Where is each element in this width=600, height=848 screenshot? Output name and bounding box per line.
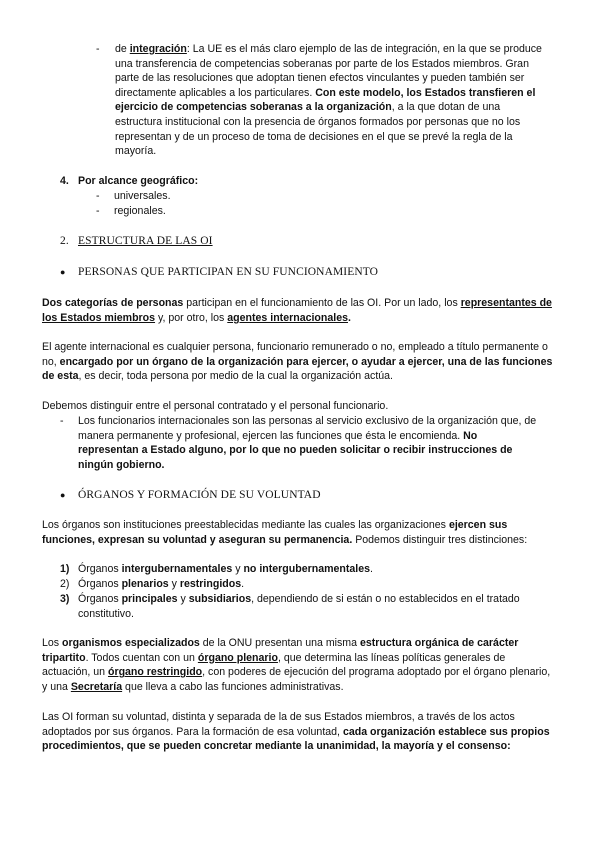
list-dash: -: [60, 415, 64, 427]
integration-text: de integración: La UE es el más claro ejemplo de las de integración, en la que se produce una transferencia de competencias soberanas por parte de los Estados miembros. Gran parte de las resoluciones que adoptan tienen efectos vinculantes y pueden también ser directamente aplicables a los particulares. Con este modelo, los Estados transfieren el ejercicio de competencias soberanas a la organización, a la que dotan de una estructura institucional con la presencia de órganos formados por personas que no los representan y de un proceso de toma de decisiones en el que se prevé la regla de la mayoría.: [115, 43, 542, 158]
integration-list-item: [96, 42, 546, 159]
section-4-item: - regionales.: [96, 205, 166, 217]
paragraph-personnel: Debemos distinguir entre el personal contratado y el personal funcionario.: [42, 400, 389, 412]
paragraph-categories: Dos categorías de personas participan en el funcionamiento de las OI. Por un lado, los representantes de los Estados miembros y, por otro, los agentes internacionales.: [42, 297, 552, 324]
paragraph-agent: El agente internacional es cualquier persona, funcionario remunerado o no, empleado a título permanente o no, encargado por un órgano de la organización para ejercer, o ayudar a ejercer, una de las funciones de esta, es decir, toda persona por medio de la cual la organización actúa.: [42, 341, 553, 383]
section-4-item: - universales.: [96, 190, 171, 202]
paragraph-organs: Los órganos son instituciones preestablecidas mediante las cuales las organizaciones ejercen sus funciones, expresan su voluntad y aseguran su permanencia. Podemos distinguir tres distinciones:: [42, 519, 528, 546]
paragraph-specialized: Los organismos especializados de la ONU presentan una misma estructura orgánica de carácter tripartito. Todos cuentan con un órgano plenario, que determina las líneas políticas generales de actuación, un órgano restringido, con poderes de ejecución del programa adoptado por el órgano plenario, y una Secretaría que lleva a cabo las funciones administrativas.: [42, 637, 551, 693]
bullet-icon: ●: [60, 490, 66, 500]
section-2-heading: 2. ESTRUCTURA DE LAS OI: [60, 235, 213, 247]
section-4: [60, 174, 540, 189]
bullet-icon: ●: [60, 267, 66, 277]
funcionarios-list-item: - Los funcionarios internacionales son las personas al servicio exclusivo de la organización que, de manera permanente y profesional, ejercen las funciones que ésta le encomienda. No representan a Estado alguno, por lo que no pueden solicitar o recibir instrucciones de ningún gobierno.: [60, 415, 537, 471]
subheading-personas: ● PERSONAS QUE PARTICIPAN EN SU FUNCIONAMIENTO: [60, 266, 379, 278]
list-dash: -: [96, 43, 100, 55]
distinction-item: 1) Órganos intergubernamentales y no intergubernamentales.: [60, 563, 373, 575]
section-4-heading: 4. Por alcance geográfico:: [60, 175, 199, 187]
integration-term: integración: [129, 43, 187, 55]
paragraph-will: Las OI forman su voluntad, distinta y separada de la de sus Estados miembros, a través de los actos adoptados por sus órganos. Para la formación de esa voluntad, cada organización establece sus propios procedimientos, que se pueden concretar mediante la unanimidad, la mayoría y el consenso:: [42, 711, 550, 753]
distinction-item: 2) Órganos plenarios y restringidos.: [60, 578, 245, 590]
subheading-organos: ● ÓRGANOS Y FORMACIÓN DE SU VOLUNTAD: [60, 489, 321, 501]
distinction-item: 3) Órganos principales y subsidiarios, dependiendo de si están o no establecidos en el tratado constitutivo.: [60, 593, 520, 620]
